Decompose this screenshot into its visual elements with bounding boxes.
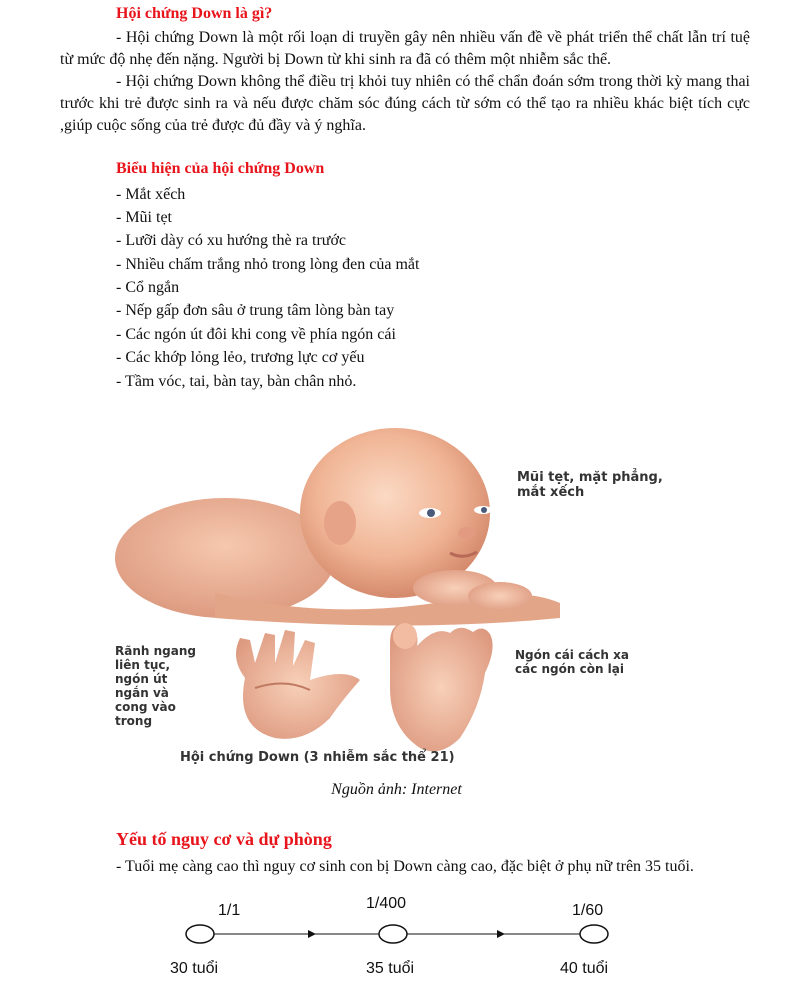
risk-ratio: 1/400 — [366, 895, 407, 912]
label-hand-line: Rãnh ngang — [115, 644, 196, 658]
symptom-item: - Nhiều chấm trắng nhỏ trong lòng đen của mắt — [116, 256, 420, 273]
symptom-item: - Mũi tẹt — [116, 209, 172, 226]
image-source: Nguồn ảnh: Internet — [331, 781, 462, 798]
paragraph-risk: - Tuổi mẹ càng cao thì nguy cơ sinh con bị Down càng cao, đặc biệt ở phụ nữ trên 35 tuổi. — [116, 858, 694, 875]
age-label: 35 tuổi — [366, 960, 415, 977]
section-title-symptoms: Biểu hiện của hội chứng Down — [116, 160, 325, 177]
symptom-item: - Cổ ngắn — [116, 279, 180, 296]
age-label: 30 tuổi — [170, 960, 219, 977]
label-hand-line: ngón út — [115, 672, 168, 686]
symptom-item: - Lưỡi dày có xu hướng thè ra trước — [116, 232, 346, 249]
symptom-item: - Nếp gấp đơn sâu ở trung tâm lòng bàn tay — [116, 302, 395, 319]
age-label: 40 tuổi — [560, 960, 609, 977]
paragraph-diagnosis: - Hội chứng Down không thể điều trị khỏi tuy nhiên có thể chẩn đoán sớm trong thời kỳ mang thai trước khi trẻ được sinh ra và nếu được chăm sóc đúng cách từ sớm có thể tạo ra nhiều khác biệt tích cực ,giúp cuộc sống của trẻ được đủ đầy và ý nghĩa. — [60, 73, 750, 134]
risk-ratio: 1/1 — [218, 902, 241, 919]
label-face-line: Mũi tẹt, mặt phẳng, — [517, 470, 663, 485]
label-foot-line: Ngón cái cách xa — [515, 648, 629, 662]
paragraph-definition: - Hội chứng Down là một rối loạn di truyền gây nên nhiều vấn đề về phát triển thể chất lẫn trí tuệ từ mức độ nhẹ đến nặng. Người bị Down từ khi sinh ra đã có thêm một nhiễm sắc thể. — [60, 29, 750, 68]
label-hand-line: cong vào — [115, 700, 176, 714]
label-hand-line: trong — [115, 714, 153, 728]
timeline-node — [379, 925, 407, 943]
timeline-arrow — [497, 930, 505, 938]
symptom-item: - Các khớp lỏng lẻo, trương lực cơ yếu — [116, 349, 365, 366]
symptom-item: - Tầm vóc, tai, bàn tay, bàn chân nhỏ. — [116, 373, 357, 390]
label-foot-line: các ngón còn lại — [515, 662, 625, 676]
timeline-node — [580, 925, 608, 943]
timeline-arrow — [308, 930, 316, 938]
figure-title: Hội chứng Down (3 nhiễm sắc thể 21) — [180, 750, 455, 765]
label-hand-line: ngắn và — [115, 686, 169, 700]
timeline-node — [186, 925, 214, 943]
label-hand-line: liên tục, — [115, 658, 171, 672]
section-title-risk: Yếu tố nguy cơ và dự phòng — [116, 829, 332, 849]
symptom-item: - Mắt xếch — [116, 186, 186, 203]
symptom-item: - Các ngón út đôi khi cong về phía ngón cái — [116, 326, 396, 343]
risk-ratio: 1/60 — [572, 902, 604, 919]
section-title-what-is-down: Hội chứng Down là gì? — [116, 5, 273, 22]
label-face-line: mắt xếch — [517, 485, 585, 500]
